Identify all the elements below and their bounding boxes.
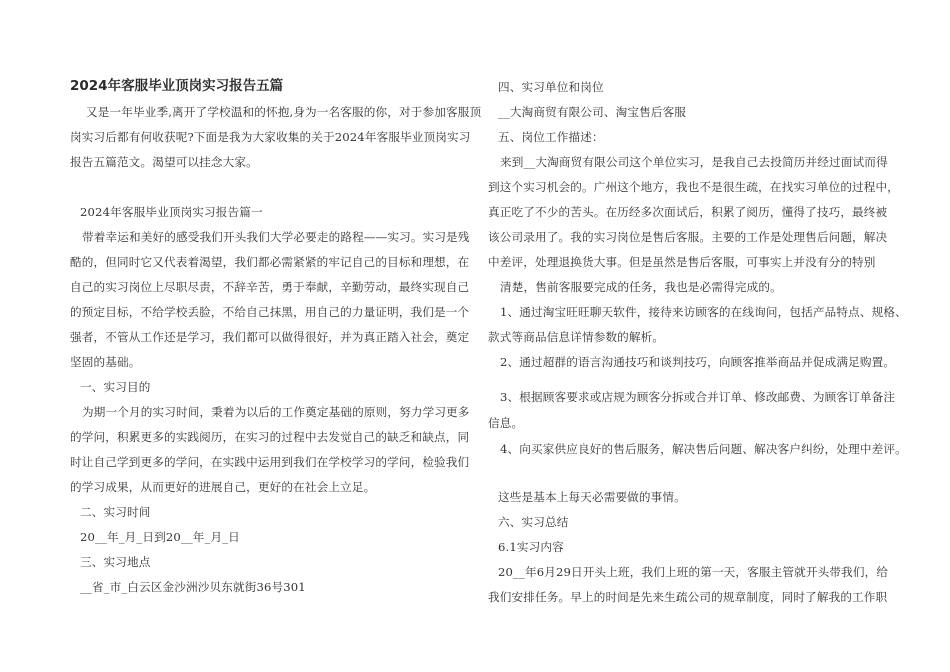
section-heading: 2024年客服毕业顶岗实习报告篇一 [80, 205, 263, 219]
paragraph-line: 来到__大淘商贸有限公司这个单位实习，是我自己去投简历并经过面试而得 [500, 155, 888, 169]
paragraph-line: 又是一年毕业季,离开了学校温和的怀抱,身为一名客服的你，对于参加客服顶 [86, 105, 482, 119]
section-heading: 二、实习时间 [80, 505, 151, 519]
list-item-continuation: 信息。 [488, 416, 524, 430]
sub-section-heading: 6.1实习内容 [498, 540, 564, 554]
paragraph-line: 强者，不管从工作还是学习，我们都可以做得很好，并为真正踏入社会，奠定 [70, 330, 470, 344]
paragraph-line: 岗实习后都有何收获呢?下面是我为大家收集的关于2024年客服毕业顶岗实习 [70, 130, 471, 144]
list-item: 1、通过淘宝旺旺聊天软件，接待来访顾客的在线询问，包括产品特点、规格、 [500, 305, 907, 319]
paragraph-line: 该公司录用了。我的实习岗位是售后客服。主要的工作是处理售后问题，解决 [488, 230, 888, 244]
paragraph-line: 酷的，但同时它又代表着渴望，我们都必需紧紧的牢记自己的目标和理想，在 [70, 255, 470, 269]
paragraph-line: 这些是基本上每天必需要做的事情。 [498, 490, 686, 504]
paragraph-line: 坚固的基础。 [70, 355, 141, 369]
document-title: 2024年客服毕业顶岗实习报告五篇 [70, 78, 284, 94]
paragraph-line: 20__年_月_日到20__年_月_日 [80, 530, 240, 544]
paragraph-line: 的学习成果，从而更好的进展自己，更好的在社会上立足。 [70, 480, 376, 494]
section-heading: 四、实习单位和岗位 [498, 80, 604, 94]
section-heading: 六、实习总结 [498, 515, 569, 529]
list-item: 4、向买家供应良好的售后服务，解决售后问题、解决客户纠纷，处理中差评。 [500, 442, 907, 456]
paragraph-line: __省_市_白云区金沙洲沙贝东就街36号301 [80, 580, 306, 594]
list-item: 3、根据顾客要求或店规为顾客分拆或合并订单、修改邮费、为顾客订单备注 [500, 390, 896, 404]
paragraph-line: 20__年6月29日开头上班，我们上班的第一天，客服主管就开头带我们，给 [498, 565, 889, 579]
paragraph-line: 为期一个月的实习时间，秉着为以后的工作奠定基础的原则，努力学习更多 [82, 405, 470, 419]
section-heading: 一、实习目的 [80, 380, 151, 394]
list-item-continuation: 款式等商品信息详情参数的解析。 [488, 330, 665, 344]
paragraph-line: 中差评，处理退换货大事。但是虽然是售后客服，可事实上并没有分的特别 [488, 255, 876, 269]
paragraph-line: 报告五篇范文。渴望可以挂念大家。 [70, 155, 258, 169]
paragraph-line: 自己的实习岗位上尽职尽责，不辞辛苦，勇于奉献，辛勤劳动，最终实现自己 [70, 280, 470, 294]
list-item: 2、通过超群的语言沟通技巧和谈判技巧，向顾客推举商品并促成满足购置。 [500, 355, 896, 369]
paragraph-line: 的预定目标，不给学校丢脸，不给自己抹黑，用自己的力量证明，我们是一个 [70, 305, 470, 319]
section-heading: 三、实习地点 [80, 555, 151, 569]
paragraph-line: 的学问，积累更多的实践阅历，在实习的过程中去发觉自己的缺乏和缺点，同 [70, 430, 470, 444]
paragraph-line: __大淘商贸有限公司、淘宝售后客服 [498, 105, 687, 119]
paragraph-line: 我们安排任务。早上的时间是先来生疏公司的规章制度，同时了解我的工作职 [488, 590, 888, 604]
paragraph-line: 到这个实习机会的。广州这个地方，我也不是很生疏，在找实习单位的过程中， [488, 180, 900, 194]
paragraph-line: 真正吃了不少的苦头。在历经多次面试后，积累了阅历，懂得了技巧，最终被 [488, 205, 888, 219]
paragraph-line: 清楚，售前客服要完成的任务，我也是必需得完成的。 [500, 280, 782, 294]
paragraph-line: 时让自己学到更多的学问，在实践中运用到我们在学校学习的学问，检验我们 [70, 455, 470, 469]
section-heading: 五、岗位工作描述： [498, 130, 604, 144]
paragraph-line: 带着幸运和美好的感受我们开头我们大学必要走的路程——实习。实习是残 [82, 230, 470, 244]
